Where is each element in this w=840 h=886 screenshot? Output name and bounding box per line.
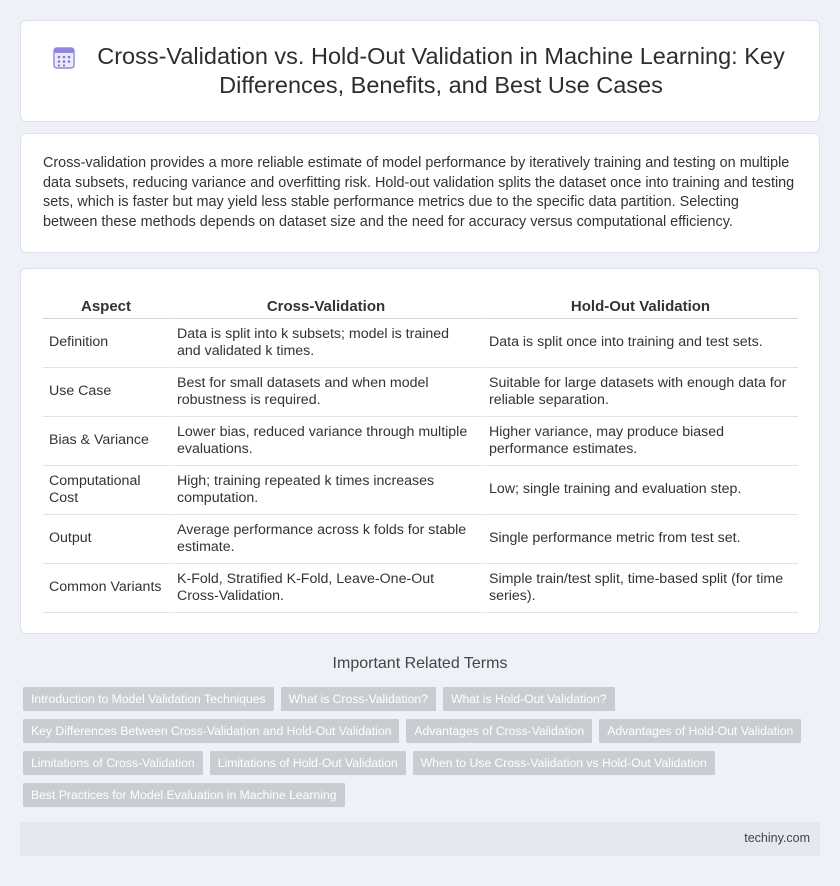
related-term-tag[interactable]: What is Hold-Out Validation? — [443, 687, 615, 711]
hold-out-cell: Data is split once into training and test sets. — [483, 319, 798, 368]
cross-validation-cell: K-Fold, Stratified K-Fold, Leave-One-Out Cross-Validation. — [171, 564, 483, 613]
cross-validation-cell: Lower bias, reduced variance through multiple evaluations. — [171, 417, 483, 466]
related-term-tag[interactable]: Key Differences Between Cross-Validation and Hold-Out Validation — [23, 719, 399, 743]
related-terms-list — [23, 687, 813, 807]
hold-out-cell: Suitable for large datasets with enough data for reliable separation. — [483, 368, 798, 417]
aspect-cell: Computational Cost — [43, 466, 171, 515]
footer-brand[interactable]: techiny.com — [744, 831, 810, 845]
cross-validation-cell: Average performance across k folds for stable estimate. — [171, 515, 483, 564]
footer — [20, 822, 820, 856]
comparison-table — [43, 291, 798, 613]
table-header-row — [43, 291, 798, 319]
header-card — [20, 20, 820, 122]
table-row — [43, 319, 798, 368]
header-cross-validation: Cross-Validation — [171, 291, 483, 319]
related-term-tag[interactable]: Advantages of Hold-Out Validation — [599, 719, 801, 743]
aspect-cell: Common Variants — [43, 564, 171, 613]
aspect-cell: Output — [43, 515, 171, 564]
cross-validation-cell: High; training repeated k times increases computation. — [171, 466, 483, 515]
hold-out-cell: Single performance metric from test set. — [483, 515, 798, 564]
related-term-tag[interactable]: Limitations of Hold-Out Validation — [210, 751, 406, 775]
table-row — [43, 466, 798, 515]
table-row — [43, 417, 798, 466]
comparison-table-card — [20, 268, 820, 634]
aspect-cell: Definition — [43, 319, 171, 368]
page-title: Cross-Validation vs. Hold-Out Validation in Machine Learning: Key Differences, Benefits, and Best Use Cases — [97, 43, 785, 98]
summary-card — [20, 133, 820, 253]
cross-validation-cell: Best for small datasets and when model robustness is required. — [171, 368, 483, 417]
table-row — [43, 368, 798, 417]
hold-out-cell: Higher variance, may produce biased performance estimates. — [483, 417, 798, 466]
header-aspect: Aspect — [43, 291, 171, 319]
related-term-tag[interactable]: Advantages of Cross-Validation — [406, 719, 592, 743]
summary-text: Cross-validation provides a more reliable estimate of model performance by iteratively training and testing on multiple data subsets, reducing variance and overfitting risk. Hold-out validation splits the dataset once into training and testing sets, which is faster but may yield less stable performance metrics due to the specific data partition. Selecting between these methods depends on dataset size and the need for accuracy versus computational efficiency. — [43, 155, 795, 230]
related-term-tag[interactable]: Introduction to Model Validation Techniques — [23, 687, 274, 711]
hold-out-cell: Low; single training and evaluation step. — [483, 466, 798, 515]
table-row — [43, 564, 798, 613]
related-term-tag[interactable]: When to Use Cross-Validation vs Hold-Out Validation — [413, 751, 715, 775]
cross-validation-cell: Data is split into k subsets; model is trained and validated k times. — [171, 319, 483, 368]
related-term-tag[interactable]: What is Cross-Validation? — [281, 687, 436, 711]
related-term-tag[interactable]: Limitations of Cross-Validation — [23, 751, 203, 775]
hold-out-cell: Simple train/test split, time-based split (for time series). — [483, 564, 798, 613]
aspect-cell: Bias & Variance — [43, 417, 171, 466]
related-term-tag[interactable]: Best Practices for Model Evaluation in Machine Learning — [23, 783, 345, 807]
header-hold-out-validation: Hold-Out Validation — [483, 291, 798, 319]
related-terms-title: Important Related Terms — [332, 655, 508, 672]
table-row — [43, 515, 798, 564]
aspect-cell: Use Case — [43, 368, 171, 417]
